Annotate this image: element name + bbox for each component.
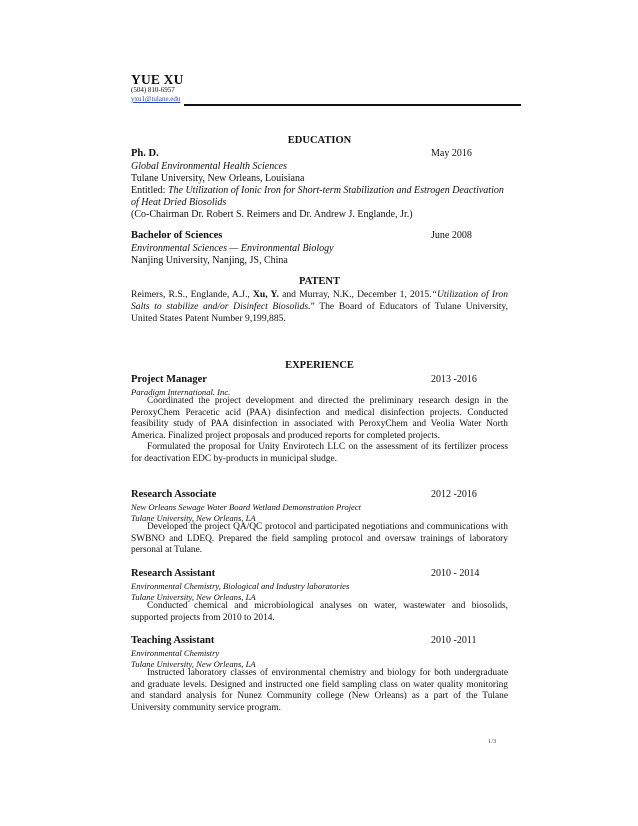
job-title: Project Manager bbox=[131, 374, 207, 385]
bs-degree: Bachelor of Sciences bbox=[131, 230, 223, 241]
job-title: Teaching Assistant bbox=[131, 635, 215, 646]
patent-title: “Utilization of Iron Salts to stabilize and/or Disinfect Biosolids. bbox=[131, 289, 508, 312]
email-link[interactable]: yxu1@tulane.edu bbox=[131, 95, 181, 103]
candidate-name: YUE XU bbox=[131, 72, 184, 87]
job-description: Conducted chemical and microbiological analyses on water, wastewater and biosolids, supported projects from 2010 to 2014. bbox=[131, 601, 508, 623]
job-date: 2010 -2011 bbox=[431, 635, 477, 646]
patent-author-highlight: Xu, Y. bbox=[252, 289, 279, 300]
job-date: 2013 -2016 bbox=[431, 374, 477, 385]
bs-school: Nanjing University, Nanjing, JS, China bbox=[131, 255, 288, 266]
job-title: Research Associate bbox=[131, 489, 217, 500]
job-place: Tulane University, New Orleans, LA bbox=[131, 659, 256, 669]
job-org: Environmental Chemistry, Biological and Industry laboratories bbox=[131, 581, 350, 591]
phone-number: (504) 810-6957 bbox=[131, 86, 175, 94]
job-description: Formulated the proposal for Unity Envirotech LLC on the assessment of its fertilizer process for deactivation EDC by-products in municipal sludge. bbox=[131, 442, 508, 464]
thesis-title-part2: of Heat Dried Biosolids bbox=[131, 197, 227, 208]
phd-advisors: (Co-Chairman Dr. Robert S. Reimers and Dr. Andrew J. Englande, Jr.) bbox=[131, 209, 413, 220]
phd-field: Global Environmental Health Sciences bbox=[131, 161, 287, 172]
patent-citation bbox=[131, 289, 508, 325]
patent-authors-pre: Reimers, R.S., Englande, A.J., bbox=[131, 289, 253, 300]
job-date: 2012 -2016 bbox=[431, 489, 477, 500]
entitled-label: Entitled: bbox=[131, 185, 168, 196]
header-rule bbox=[184, 104, 521, 106]
job-description: Coordinated the project development and directed the preliminary research design in the PeroxyChem Peracetic acid (PAA) disinfection and medical disinfection projects. Conducted feasibility study of PAA disinfection in associated with PeroxyChem and Veolia Water North America. Finalized project proposals and produced reports for completed projects. bbox=[131, 396, 508, 441]
job-org: New Orleans Sewage Water Board Wetland Demonstration Project bbox=[131, 502, 362, 512]
patent-rest: ” The Board of Educators of Tulane University, United States Patent Number 9,199,885. bbox=[131, 301, 509, 324]
job-org: Paradigm International. Inc. bbox=[131, 387, 231, 397]
job-place: Tulane University, New Orleans, LA bbox=[131, 592, 256, 602]
job-title: Research Assistant bbox=[131, 568, 216, 579]
phd-degree: Ph. D. bbox=[131, 148, 159, 159]
job-description: Instructed laboratory classes of environmental chemistry and biology for both undergraduate and graduate levels. Designed and instructed one field sampling class on water quality monitoring and standard analysis for Nunez Community college (New Orleans) as a part of the Tulane University community service program. bbox=[131, 668, 508, 713]
experience-heading: EXPERIENCE bbox=[285, 360, 354, 371]
education-heading: EDUCATION bbox=[287, 135, 352, 146]
patent-heading: PATENT bbox=[298, 276, 341, 287]
phd-thesis-line1 bbox=[131, 185, 508, 197]
job-place: Tulane University, New Orleans, LA bbox=[131, 513, 256, 523]
patent-authors-post: and Murray, N.K., December 1, 2015. bbox=[278, 289, 432, 300]
bs-date: June 2008 bbox=[431, 230, 472, 241]
bs-field: Environmental Sciences — Environmental Biology bbox=[131, 243, 334, 254]
phd-date: May 2016 bbox=[431, 148, 472, 159]
job-description: Developed the project QA/QC protocol and participated negotiations and communications with SWBNO and LDEQ. Prepared the field sampling protocol and oversaw trainings of laboratory personal at Tulane. bbox=[131, 522, 508, 556]
page-number: 1/3 bbox=[488, 738, 497, 745]
thesis-title-part1: The Utilization of Ionic Iron for Short-term Stabilization and Estrogen Deactivation bbox=[167, 185, 504, 196]
job-date: 2010 - 2014 bbox=[431, 568, 480, 579]
phd-school: Tulane University, New Orleans, Louisiana bbox=[131, 173, 305, 184]
job-org: Environmental Chemistry bbox=[131, 648, 220, 658]
